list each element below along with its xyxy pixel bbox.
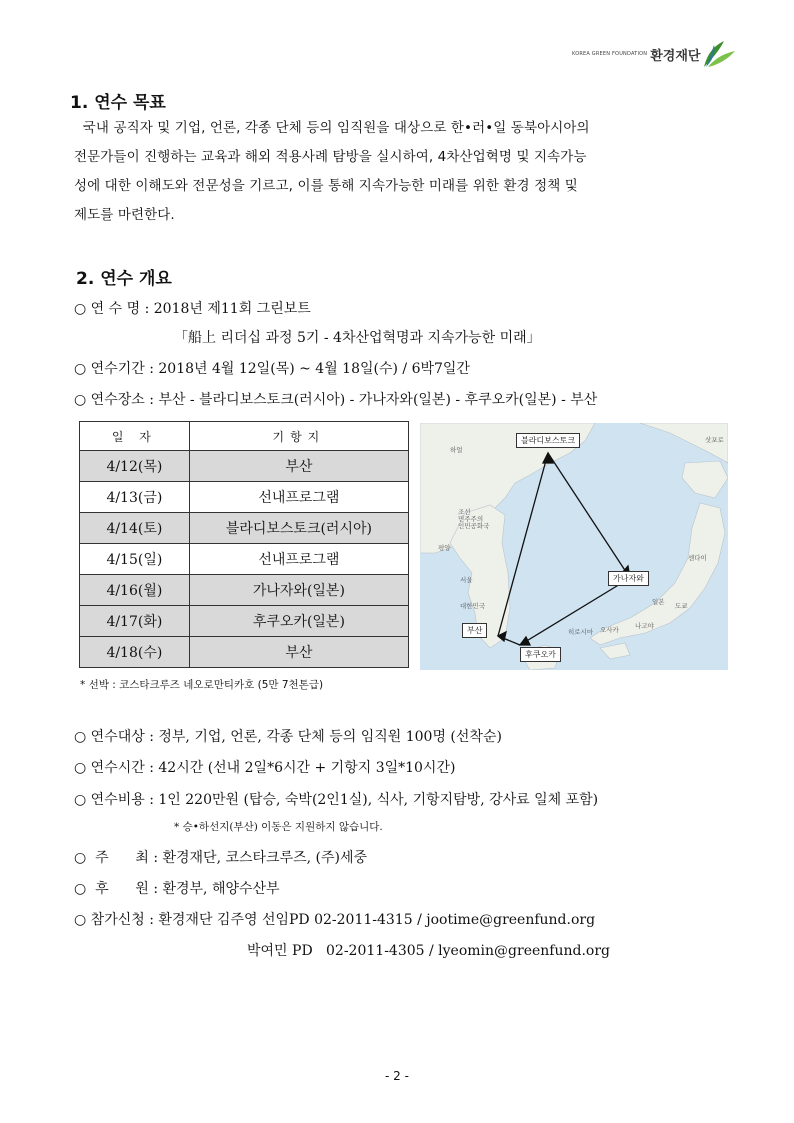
map-tag-busan: 부산	[462, 623, 487, 638]
detail-target: ○ 연수대상 : 정부, 기업, 언론, 각종 단체 등의 임직원 100명 (선착순)	[74, 729, 502, 745]
row-port: 블라디보스토크(러시아)	[189, 513, 408, 544]
table-row	[80, 606, 409, 637]
row-date: 4/12(목)	[80, 451, 190, 482]
map-label-nk: 조선 민주주의 인민공화국	[458, 508, 490, 530]
logo-english-text: KOREA GREEN FOUNDATION	[572, 51, 648, 57]
map-label-japan: 일본	[652, 598, 665, 606]
program-place: ○ 연수장소 : 부산 - 블라디보스토크(러시아) - 가나자와(일본) - 후쿠오카(일본) - 부산	[74, 392, 598, 408]
page-number: - 2 -	[385, 1069, 409, 1083]
table-row	[80, 637, 409, 668]
map-label-tokyo: 도쿄	[675, 602, 688, 610]
map-label-sendai: 센다이	[688, 554, 707, 562]
row-date: 4/18(수)	[80, 637, 190, 668]
map-label-pyongyang: 평양	[438, 544, 451, 552]
table-row	[80, 482, 409, 513]
row-date: 4/13(금)	[80, 482, 190, 513]
program-subtitle: 「船上 리더십 과정 5기 - 4차산업혁명과 지속가능한 미래」	[174, 330, 541, 346]
row-date: 4/15(일)	[80, 544, 190, 575]
table-row	[80, 513, 409, 544]
table-row	[80, 544, 409, 575]
detail-apply-2: 박여민 PD 02-2011-4305 / lyeomin@greenfund.org	[247, 943, 610, 959]
row-port: 선내프로그램	[189, 482, 408, 513]
section1-line: 전문가들이 진행하는 교육과 해외 적용사례 탐방을 실시하여, 4차산업혁명 및 지속가능	[74, 149, 587, 165]
row-port: 후쿠오카(일본)	[189, 606, 408, 637]
foundation-logo	[572, 36, 736, 72]
map-tag-fukuoka: 후쿠오카	[520, 647, 561, 662]
row-port: 부산	[189, 451, 408, 482]
schedule-table	[79, 421, 409, 668]
row-port: 가나자와(일본)	[189, 575, 408, 606]
program-period: ○ 연수기간 : 2018년 4월 12일(목) ~ 4월 18일(수) / 6박7일간	[74, 361, 470, 377]
section2-title: 2. 연수 개요	[76, 269, 172, 289]
section1-body	[74, 114, 714, 230]
section1-line: 제도를 마련한다.	[74, 207, 175, 223]
table-header-row	[80, 422, 409, 451]
detail-hours: ○ 연수시간 : 42시간 (선내 2일*6시간 + 기항지 3일*10시간)	[74, 760, 456, 776]
header-port: 기항지	[189, 422, 408, 451]
table-row	[80, 575, 409, 606]
section1-title: 1. 연수 목표	[70, 93, 166, 113]
map-label-hiroshima: 히로시마	[568, 628, 594, 636]
map-label-korea: 대한민국	[460, 602, 486, 610]
row-date: 4/16(월)	[80, 575, 190, 606]
map-tag-vladivostok: 블라디보스토크	[516, 433, 580, 448]
map-label-harbin: 하얼	[450, 446, 463, 454]
ship-note: * 선박 : 코스타크루즈 네오로만티카호 (5만 7천톤급)	[80, 679, 324, 691]
section1-line: 국내 공직자 및 기업, 언론, 각종 단체 등의 임직원을 대상으로 한•러•일 동북아시아의	[74, 120, 590, 136]
detail-cost-note: * 승•하선지(부산) 이동은 지원하지 않습니다.	[174, 821, 383, 833]
section1-line: 성에 대한 이해도와 전문성을 기르고, 이를 통해 지속가능한 미래를 위한 환경 정책 및	[74, 178, 578, 194]
map-label-osaka: 오사카	[600, 626, 619, 634]
map-tag-kanazawa: 가나자와	[608, 571, 649, 586]
row-date: 4/17(화)	[80, 606, 190, 637]
route-map	[420, 423, 728, 670]
logo-korean-text: 환경재단	[650, 48, 701, 64]
leaf-logo-icon	[702, 39, 736, 69]
detail-host: ○ 주 최 : 환경재단, 코스타크루즈, (주)세중	[74, 850, 368, 866]
map-label-nagoya: 나고야	[635, 622, 654, 630]
map-label-sapporo: 삿포로	[705, 436, 724, 444]
row-port: 부산	[189, 637, 408, 668]
program-name: ○ 연 수 명 : 2018년 제11회 그린보트	[74, 301, 311, 317]
detail-cost: ○ 연수비용 : 1인 220만원 (탑승, 숙박(2인1실), 식사, 기항지탐방, 강사료 일체 포함)	[74, 792, 599, 808]
row-port: 선내프로그램	[189, 544, 408, 575]
row-date: 4/14(토)	[80, 513, 190, 544]
detail-apply: ○ 참가신청 : 환경재단 김주영 선임PD 02-2011-4315 / jootime@greenfund.org	[74, 912, 596, 928]
detail-sponsor: ○ 후 원 : 환경부, 해양수산부	[74, 881, 280, 897]
map-label-seoul: 서울	[460, 576, 473, 584]
header-date: 일 자	[80, 422, 190, 451]
table-row	[80, 451, 409, 482]
